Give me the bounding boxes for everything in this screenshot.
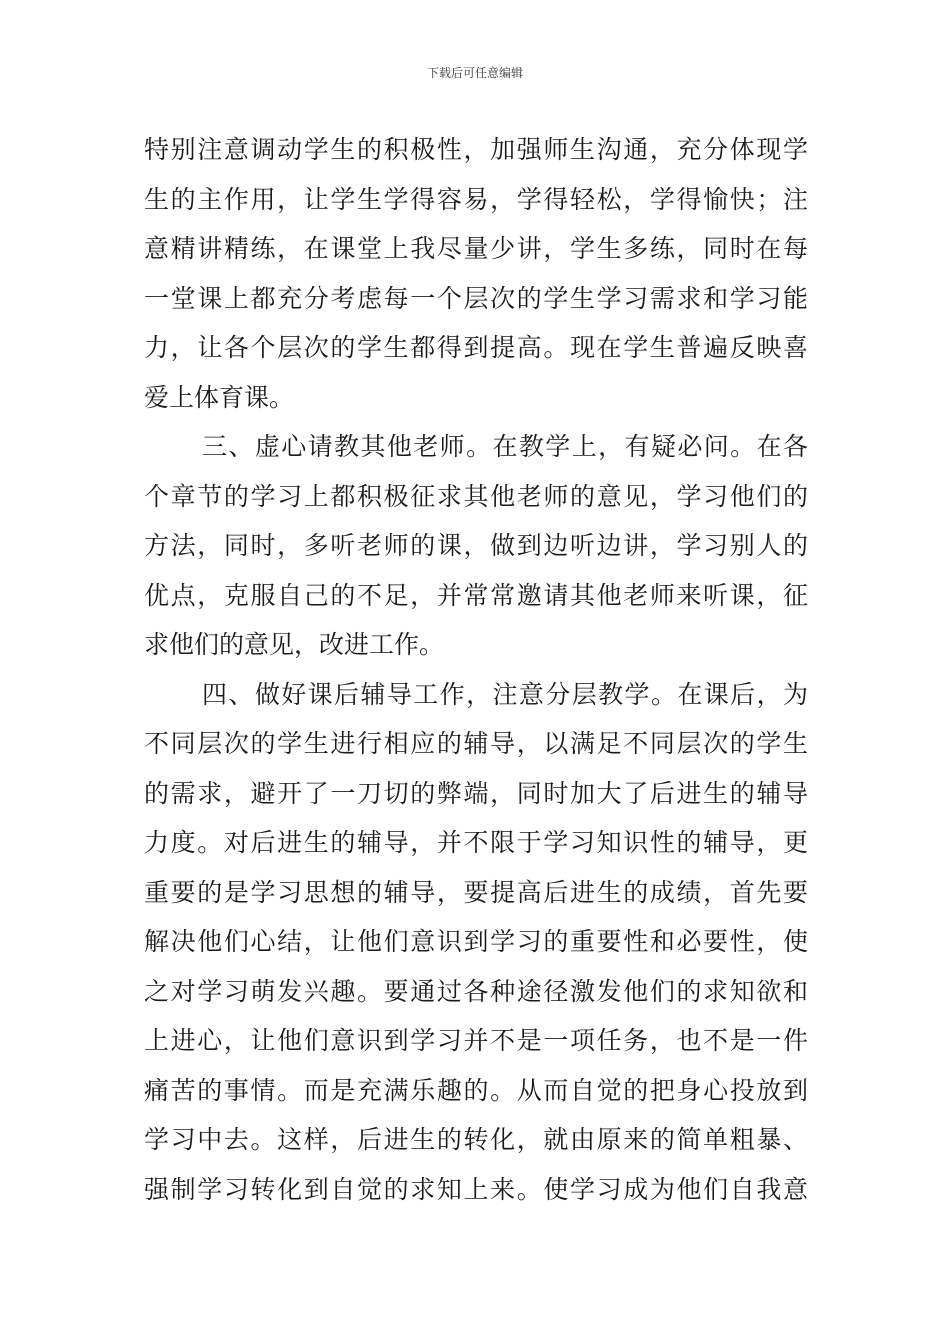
paragraph-start-line: 三、虚心请教其他老师。在教学上，有疑必问。在各 <box>202 432 808 461</box>
text-line: 痛苦的事情。而是充满乐趣的。从而自觉的把身心投放到 <box>144 1075 808 1105</box>
text-line: 求他们的意见，改进工作。 <box>144 630 445 659</box>
text-line: 个章节的学习上都积极征求其他老师的意见，学习他们的 <box>144 481 808 511</box>
text-line: 意精讲精练，在课堂上我尽量少讲，学生多练，同时在每 <box>144 234 808 263</box>
text-line: 学习中去。这样，后进生的转化，就由原来的简单粗暴、 <box>144 1125 808 1154</box>
text-line: 上进心，让他们意识到学习并不是一项任务，也不是一件 <box>144 1026 808 1055</box>
text-line: 特别注意调动学生的积极性，加强师生沟通，充分体现学 <box>144 135 808 164</box>
document-body <box>144 125 808 1214</box>
page-header: 下载后可任意编辑 <box>426 66 523 80</box>
text-line: 的需求，避开了一刀切的弊端，同时加大了后进生的辅导 <box>144 778 808 808</box>
text-line: 方法，同时，多听老师的课，做到边听边讲，学习别人的 <box>144 531 808 560</box>
text-line: 强制学习转化到自觉的求知上来。使学习成为他们自我意 <box>144 1174 808 1204</box>
text-line: 不同层次的学生进行相应的辅导，以满足不同层次的学生 <box>144 729 808 758</box>
text-line: 重要的是学习思想的辅导，要提高后进生的成绩，首先要 <box>144 877 808 907</box>
text-line: 一堂课上都充分考虑每一个层次的学生学习需求和学习能 <box>144 283 808 313</box>
text-line: 爱上体育课。 <box>144 382 295 412</box>
text-line: 生的主作用，让学生学得容易，学得轻松，学得愉快；注 <box>144 184 808 214</box>
text-line: 力度。对后进生的辅导，并不限于学习知识性的辅导，更 <box>144 828 808 857</box>
text-line: 优点，克服自己的不足，并常常邀请其他老师来听课，征 <box>144 580 808 610</box>
text-line: 之对学习萌发兴趣。要通过各种途径激发他们的求知欲和 <box>144 976 808 1006</box>
paragraph-start-line: 四、做好课后辅导工作，注意分层教学。在课后，为 <box>202 679 808 709</box>
text-line: 解决他们心结，让他们意识到学习的重要性和必要性，使 <box>144 927 808 956</box>
text-line: 力，让各个层次的学生都得到提高。现在学生普遍反映喜 <box>144 333 808 362</box>
